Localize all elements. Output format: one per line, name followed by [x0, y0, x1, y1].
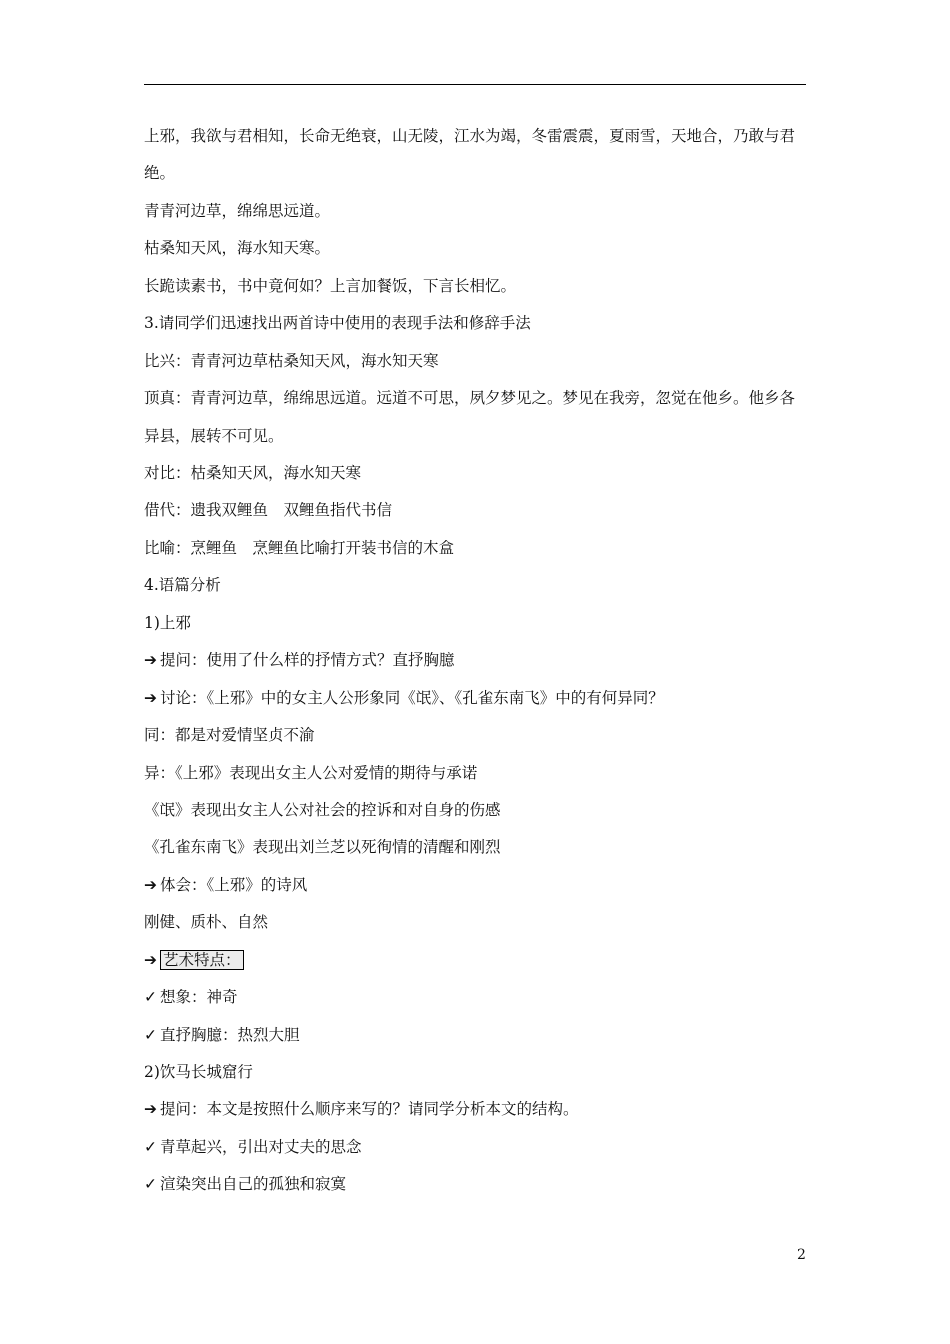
- subsection-heading: 1)上邪: [144, 614, 191, 632]
- text-line: 同：都是对爱情坚贞不渝: [144, 726, 315, 744]
- text-line: 上邪，我欲与君相知，长命无绝衰，山无陵，江水为竭，冬雷震震，夏雨雪，天地合，乃敢与君: [144, 127, 796, 145]
- text-line: 比喻：烹鲤鱼 烹鲤鱼比喻打开装书信的木盒: [144, 539, 455, 557]
- arrow-icon: ➔: [144, 951, 157, 969]
- arrow-icon: ➔: [144, 651, 157, 669]
- text-line: 《氓》表现出女主人公对社会的控诉和对自身的伤感: [144, 801, 501, 819]
- checkmark-icon: ✓: [144, 988, 157, 1006]
- section-heading: 4.语篇分析: [144, 576, 221, 594]
- arrow-item: [144, 875, 307, 895]
- header-rule: [144, 84, 806, 85]
- check-item-text: 青草起兴，引出对丈夫的思念: [160, 1138, 362, 1156]
- section-heading: 3.请同学们迅速找出两首诗中使用的表现手法和修辞手法: [144, 314, 531, 332]
- arrow-item: [144, 1099, 579, 1119]
- check-item-text: 想象：神奇: [160, 988, 238, 1006]
- arrow-icon: ➔: [144, 689, 157, 707]
- text-line: 长跪读素书，书中竟何如？上言加餐饭，下言长相忆。: [144, 277, 517, 295]
- highlighted-label: 艺术特点：: [160, 950, 244, 970]
- text-line: 顶真：青青河边草，绵绵思远道。远道不可思，夙夕梦见之。梦见在我旁，忽觉在他乡。他乡各: [144, 389, 796, 407]
- arrow-item-text: 体会：《上邪》的诗风: [160, 876, 308, 894]
- text-line: 枯桑知天风，海水知天寒。: [144, 239, 331, 257]
- check-item: [144, 987, 238, 1007]
- text-line: 异县，展转不可见。: [144, 427, 284, 445]
- text-line: 青青河边草，绵绵思远道。: [144, 202, 331, 220]
- arrow-icon: ➔: [144, 1100, 157, 1118]
- text-line: 绝。: [144, 164, 176, 182]
- arrow-item: [144, 650, 455, 670]
- check-item: [144, 1025, 300, 1045]
- arrow-icon: ➔: [144, 876, 157, 894]
- page-number: 2: [797, 1247, 806, 1263]
- arrow-item-text: 提问：本文是按照什么顺序来写的？请同学分析本文的结构。: [160, 1100, 579, 1118]
- text-line: 《孔雀东南飞》表现出刘兰芝以死徇情的清醒和刚烈: [144, 838, 501, 856]
- text-line: 比兴：青青河边草枯桑知天风，海水知天寒: [144, 352, 439, 370]
- check-item: [144, 1174, 346, 1194]
- text-line: 刚健、质朴、自然: [144, 913, 269, 931]
- text-line: 对比：枯桑知天风，海水知天寒: [144, 464, 362, 482]
- check-item-text: 渲染突出自己的孤独和寂寞: [160, 1175, 347, 1193]
- check-item-text: 直抒胸臆：热烈大胆: [160, 1026, 300, 1044]
- checkmark-icon: ✓: [144, 1026, 157, 1044]
- check-item: [144, 1137, 362, 1157]
- checkmark-icon: ✓: [144, 1175, 157, 1193]
- arrow-item: [144, 950, 244, 970]
- subsection-heading: 2)饮马长城窟行: [144, 1063, 253, 1081]
- arrow-item: [144, 688, 664, 708]
- arrow-item-text: 提问：使用了什么样的抒情方式？直抒胸臆: [160, 651, 455, 669]
- text-line: 借代：遗我双鲤鱼 双鲤鱼指代书信: [144, 501, 393, 519]
- arrow-item-text: 讨论：《上邪》中的女主人公形象同《氓》、《孔雀东南飞》中的有何异同？: [160, 689, 664, 707]
- checkmark-icon: ✓: [144, 1138, 157, 1156]
- text-line: 异：《上邪》表现出女主人公对爱情的期待与承诺: [144, 764, 478, 782]
